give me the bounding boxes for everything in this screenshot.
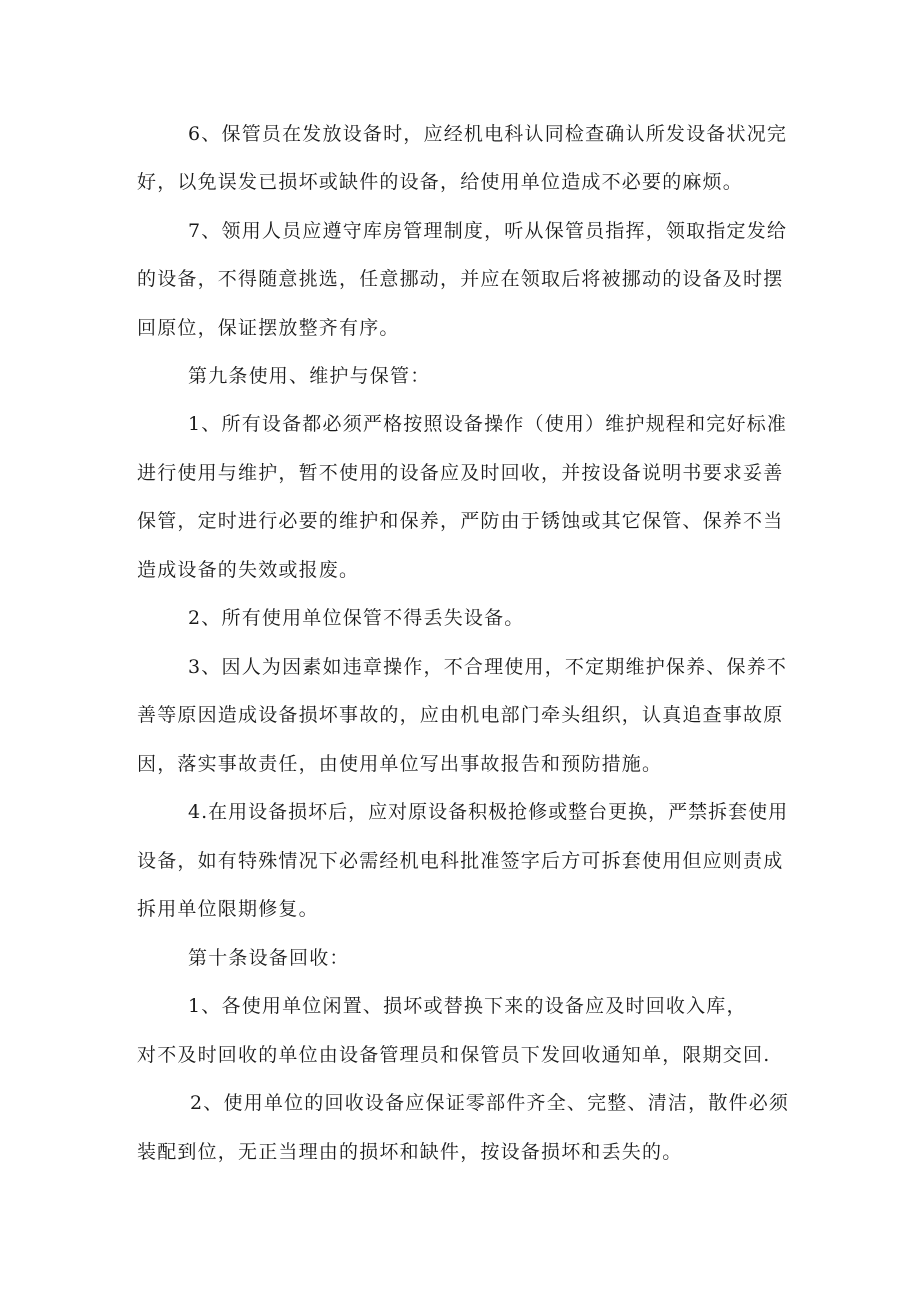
paragraph-9-1-line-1: 1、所有设备都必须严格按照设备操作（使用）维护规程和完好标准 [188,413,788,435]
paragraph-1-line-2: 好，以免误发已损坏或缺件的设备，给使用单位造成不必要的麻烦。 [137,171,744,193]
paragraph-9-3-line-3: 因，落实事故责任，由使用单位写出事故报告和预防措施。 [137,753,663,775]
paragraph-9-3-line-2: 善等原因造成设备损坏事故的，应由机电部门牵头组织，认真追查事故原 [137,704,784,726]
section-heading-article-10: 第十条设备回收： [188,947,350,969]
paragraph-9-1-line-4: 造成设备的失效或报废。 [137,559,360,581]
paragraph-1-line-1: 6、保管员在发放设备时，应经机电科认同检查确认所发设备状况完 [188,123,788,145]
paragraph-10-2-line-1: 2、使用单位的回收设备应保证零部件齐全、完整、清洁，散件必须 [190,1092,790,1114]
paragraph-2-line-1: 7、领用人员应遵守库房管理制度，听从保管员指挥，领取指定发给 [188,220,788,242]
paragraph-10-1-line-2: 对不及时回收的单位由设备管理员和保管员下发回收通知单，限期交回. [137,1044,771,1066]
paragraph-9-1-line-2: 进行使用与维护，暂不使用的设备应及时回收，并按设备说明书要求妥善 [137,462,784,484]
paragraph-2-line-3: 回原位，保证摆放整齐有序。 [137,317,400,339]
paragraph-9-4-line-3: 拆用单位限期修复。 [137,898,319,920]
paragraph-9-4-line-2: 设备，如有特殊情况下必需经机电科批准签字后方可拆套使用但应则责成 [137,850,784,872]
paragraph-9-4-line-1: 4.在用设备损坏后，应对原设备积极抢修或整台更换，严禁拆套使用 [188,801,789,823]
paragraph-9-1-line-3: 保管，定时进行必要的维护和保养，严防由于锈蚀或其它保管、保养不当 [137,510,784,532]
section-heading-article-9: 第九条使用、维护与保管： [188,365,431,387]
paragraph-2-line-2: 的设备，不得随意挑选，任意挪动，并应在领取后将被挪动的设备及时摆 [137,268,784,290]
paragraph-9-3-line-1: 3、因人为因素如违章操作，不合理使用，不定期维护保养、保养不 [188,656,788,678]
paragraph-10-1-line-1: 1、各使用单位闲置、损坏或替换下来的设备应及时回收入库， [188,995,747,1017]
paragraph-9-2-line-1: 2、所有使用单位保管不得丢失设备。 [188,607,525,629]
paragraph-10-2-line-2: 装配到位，无正当理由的损坏和缺件，按设备损坏和丢失的。 [137,1141,683,1163]
